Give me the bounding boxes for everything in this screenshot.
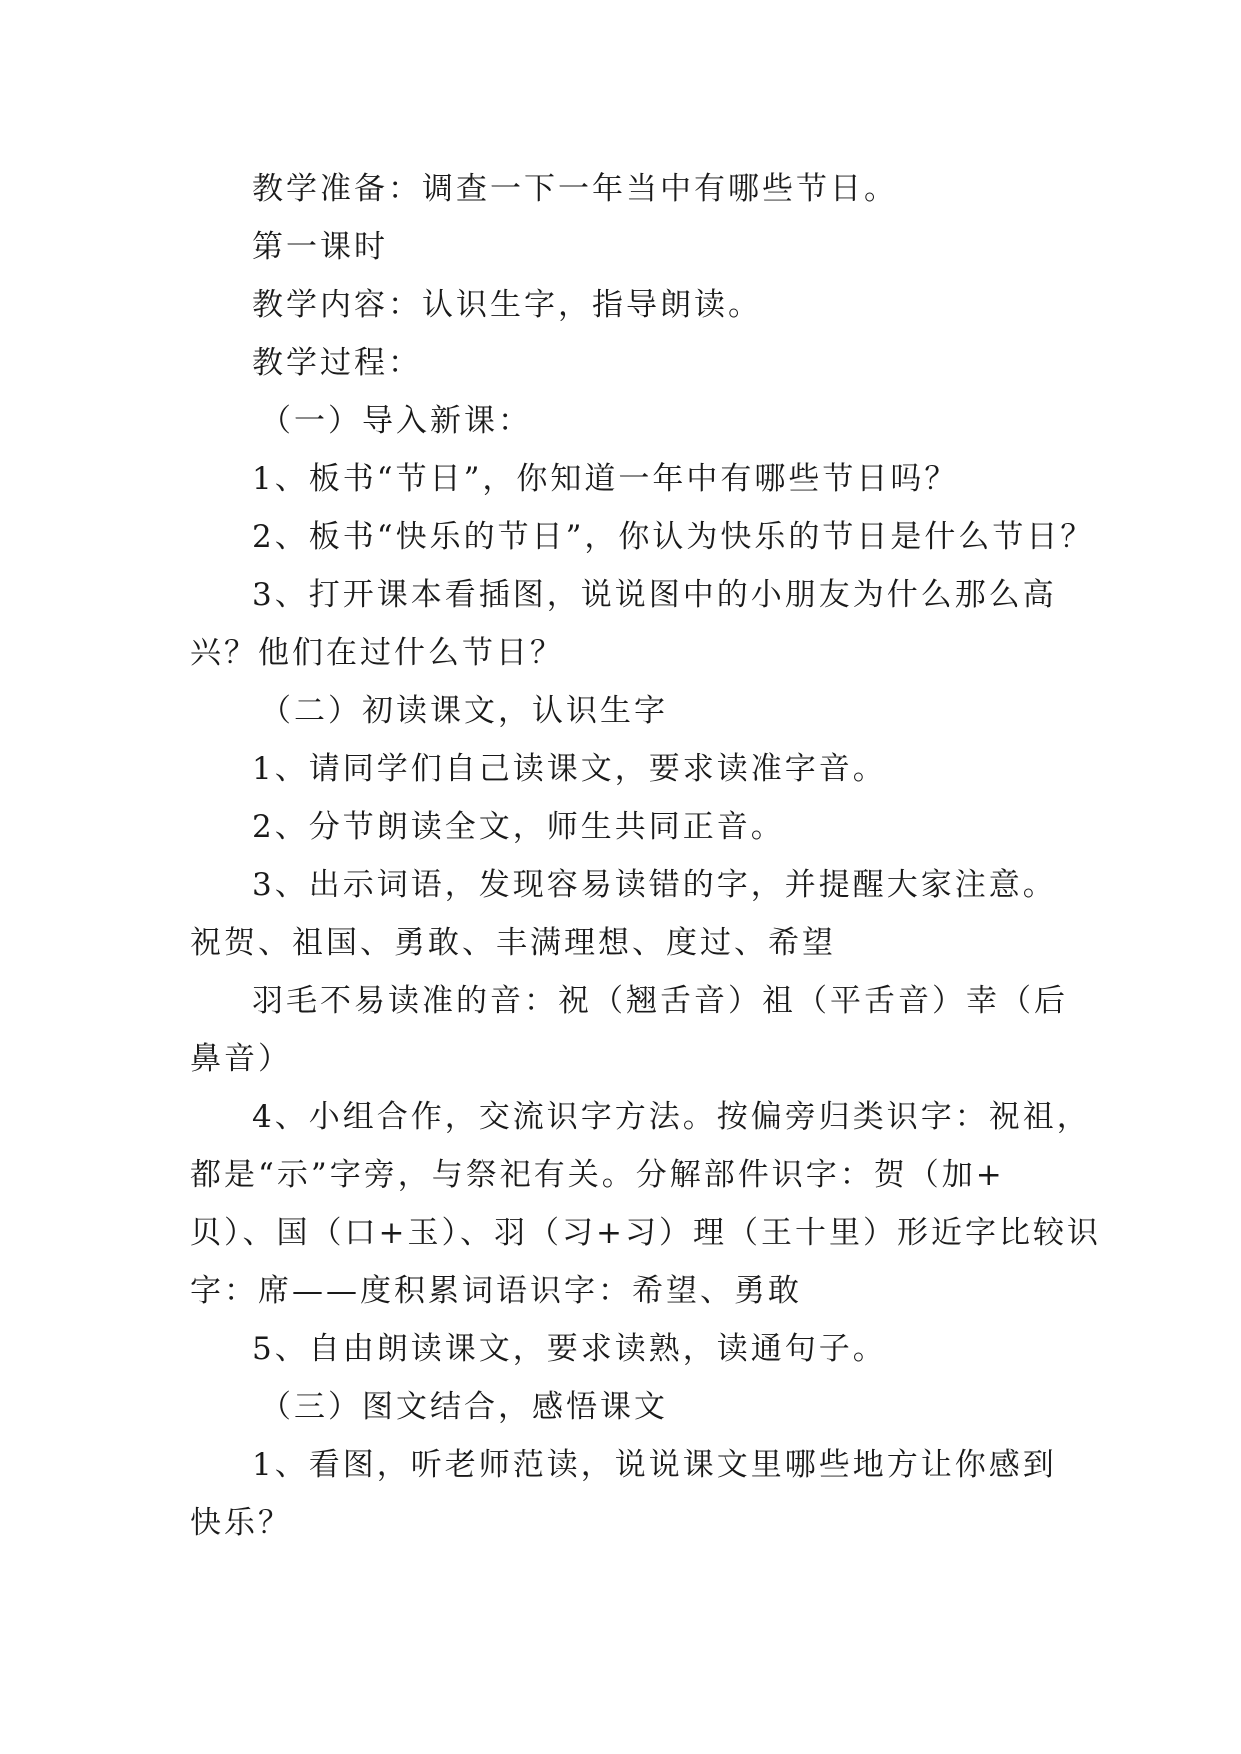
text-line: 5、自由朗读课文，要求读熟，读通句子。 <box>252 1331 887 1367</box>
text-line: 鼻音） <box>190 1041 292 1077</box>
text-line: 2、板书“快乐的节日”，你认为快乐的节日是什么节日？ <box>252 519 1095 555</box>
text-line: 2、分节朗读全文，师生共同正音。 <box>252 809 785 845</box>
text-line: 祝贺、祖国、勇敢、丰满理想、度过、希望 <box>190 925 836 961</box>
text-line: （一）导入新课： <box>260 403 532 439</box>
text-line: 字：席——度积累词语识字：希望、勇敢 <box>190 1273 802 1309</box>
text-line: 兴？他们在过什么节日？ <box>190 635 564 671</box>
text-line: 贝）、国（口+玉）、羽（习+习）理（王十里）形近字比较识 <box>190 1215 1101 1251</box>
text-line: 教学内容：认识生字，指导朗读。 <box>252 287 762 323</box>
text-line: 羽毛不易读准的音：祝（翘舌音）祖（平舌音）幸（后 <box>252 983 1068 1019</box>
text-line: 都是“示”字旁，与祭祀有关。分解部件识字：贺（加+ <box>190 1157 1005 1193</box>
text-line: 3、打开课本看插图，说说图中的小朋友为什么那么高 <box>252 577 1057 613</box>
text-line: 教学准备：调查一下一年当中有哪些节日。 <box>252 171 898 207</box>
document-body <box>190 160 1101 1552</box>
text-line: （二）初读课文，认识生字 <box>260 693 668 729</box>
text-line: 1、请同学们自己读课文，要求读准字音。 <box>252 751 887 787</box>
text-line: 3、出示词语，发现容易读错的字，并提醒大家注意。 <box>252 867 1057 903</box>
text-line: 教学过程： <box>252 345 422 381</box>
text-line: 快乐？ <box>190 1505 292 1541</box>
text-line: 第一课时 <box>252 229 388 265</box>
text-line: （三）图文结合，感悟课文 <box>260 1389 668 1425</box>
text-line: 1、看图，听老师范读，说说课文里哪些地方让你感到 <box>252 1447 1057 1483</box>
text-line: 1、板书“节日”，你知道一年中有哪些节日吗？ <box>252 461 959 497</box>
text-line: 4、小组合作，交流识字方法。按偏旁归类识字：祝祖， <box>252 1099 1091 1135</box>
